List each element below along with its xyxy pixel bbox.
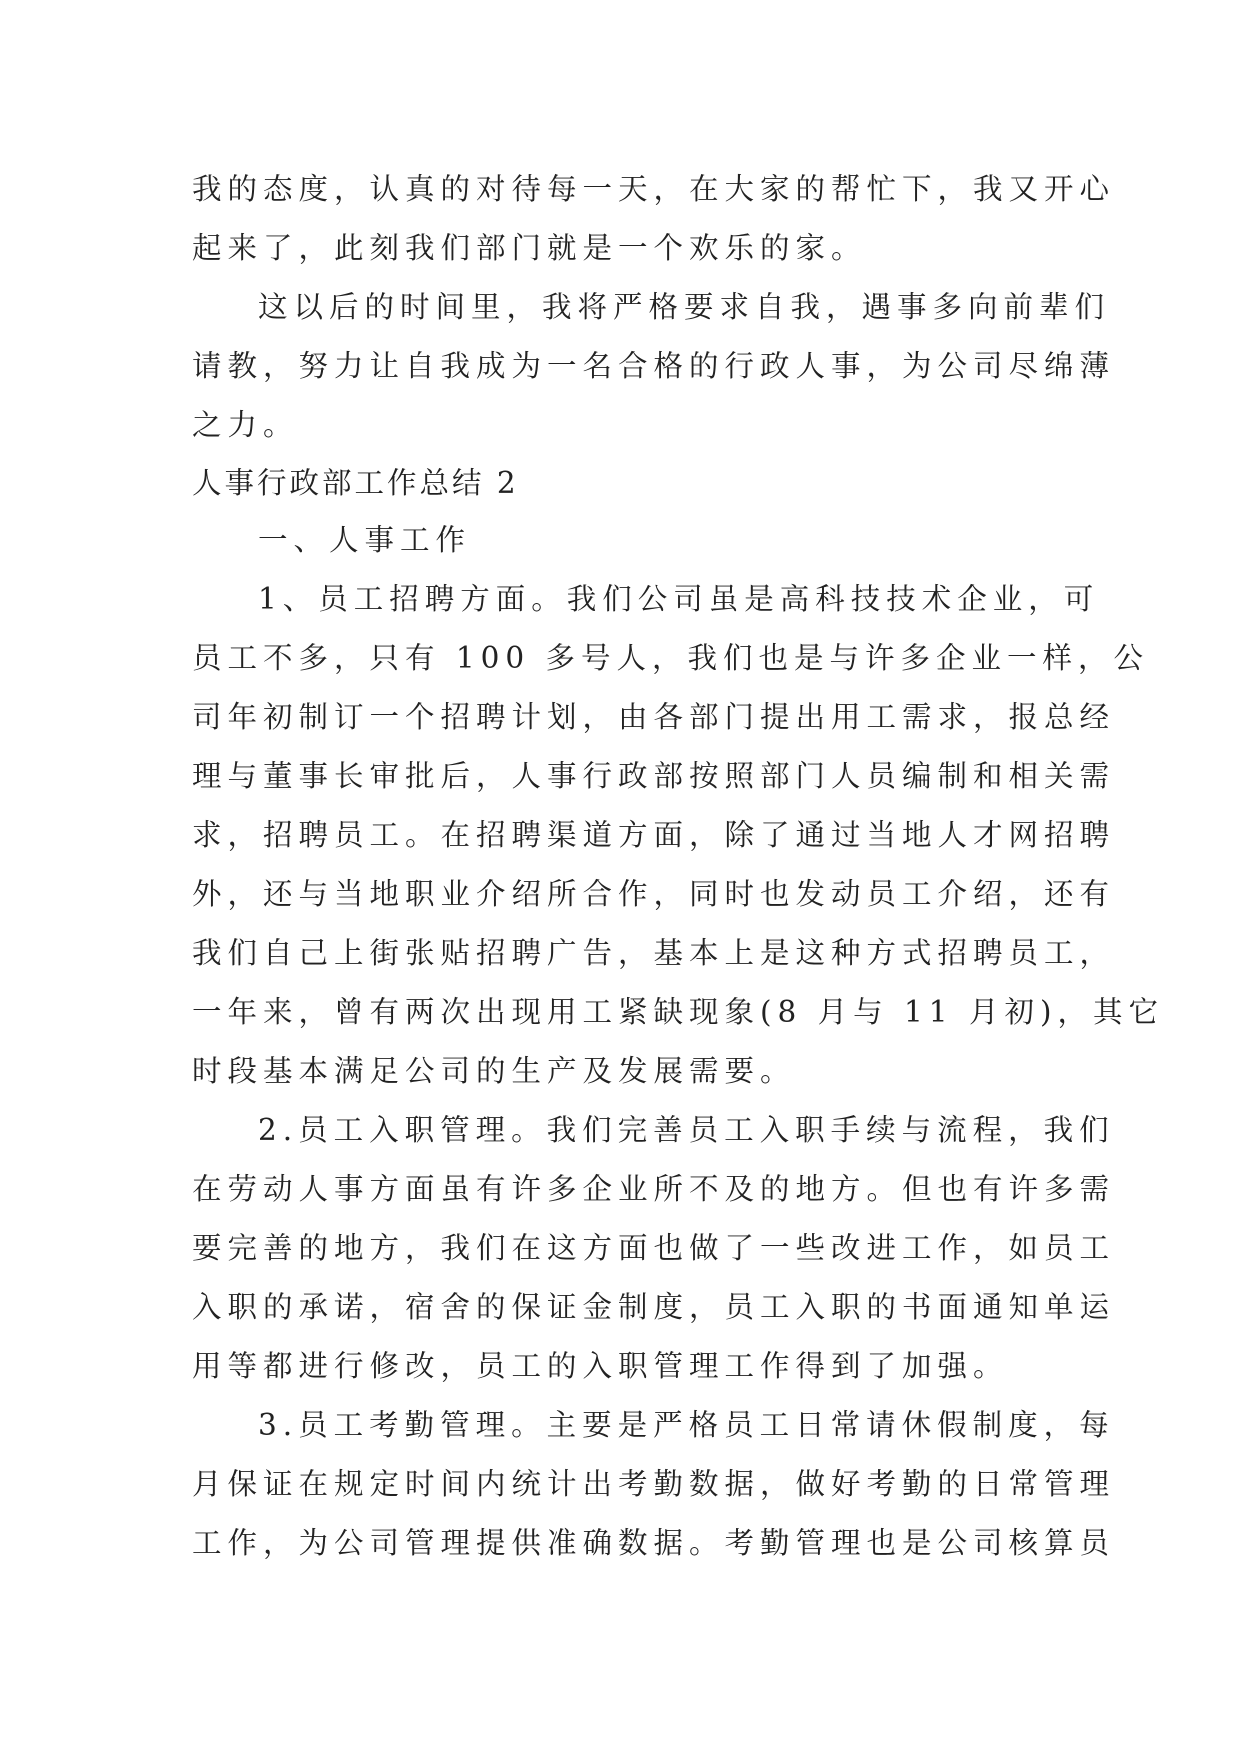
- text-line: 员工不多，只有 100 多号人，我们也是与许多企业一样，公: [192, 641, 1150, 675]
- text-line: 司年初制订一个招聘计划，由各部门提出用工需求，报总经: [192, 700, 1116, 734]
- text-line: 我的态度，认真的对待每一天，在大家的帮忙下，我又开心: [192, 172, 1116, 206]
- text-line: 工作，为公司管理提供准确数据。考勤管理也是公司核算员: [192, 1526, 1116, 1560]
- section-title: 人事行政部工作总结 2: [192, 466, 519, 500]
- text-line: 用等都进行修改，员工的入职管理工作得到了加强。: [192, 1349, 1009, 1383]
- text-line: 在劳动人事方面虽有许多企业所不及的地方。但也有许多需: [192, 1172, 1116, 1206]
- text-line: 请教，努力让自我成为一名合格的行政人事，为公司尽绵薄: [192, 349, 1116, 383]
- subsection-heading: 一、人事工作: [258, 523, 472, 557]
- text-line: 一年来，曾有两次出现用工紧缺现象(8 月与 11 月初)，其它: [192, 995, 1164, 1029]
- text-line: 理与董事长审批后，人事行政部按照部门人员编制和相关需: [192, 759, 1116, 793]
- text-line: 外，还与当地职业介绍所合作，同时也发动员工介绍，还有: [192, 877, 1116, 911]
- text-line: 起来了，此刻我们部门就是一个欢乐的家。: [192, 231, 867, 265]
- paragraph-start-line: 2.员工入职管理。我们完善员工入职手续与流程，我们: [258, 1113, 1115, 1147]
- text-line: 之力。: [192, 408, 299, 442]
- text-line: 时段基本满足公司的生产及发展需要。: [192, 1054, 796, 1088]
- paragraph-start-line: 这以后的时间里，我将严格要求自我，遇事多向前辈们: [258, 290, 1111, 324]
- paragraph-start-line: 1、员工招聘方面。我们公司虽是高科技技术企业，可: [258, 582, 1100, 616]
- text-line: 我们自己上街张贴招聘广告，基本上是这种方式招聘员工，: [192, 936, 1116, 970]
- paragraph-start-line: 3.员工考勤管理。主要是严格员工日常请休假制度，每: [258, 1408, 1115, 1442]
- text-line: 要完善的地方，我们在这方面也做了一些改进工作，如员工: [192, 1231, 1116, 1265]
- document-page: [192, 160, 1164, 1573]
- text-line: 求，招聘员工。在招聘渠道方面，除了通过当地人才网招聘: [192, 818, 1116, 852]
- text-line: 入职的承诺，宿舍的保证金制度，员工入职的书面通知单运: [192, 1290, 1116, 1324]
- text-line: 月保证在规定时间内统计出考勤数据，做好考勤的日常管理: [192, 1467, 1116, 1501]
